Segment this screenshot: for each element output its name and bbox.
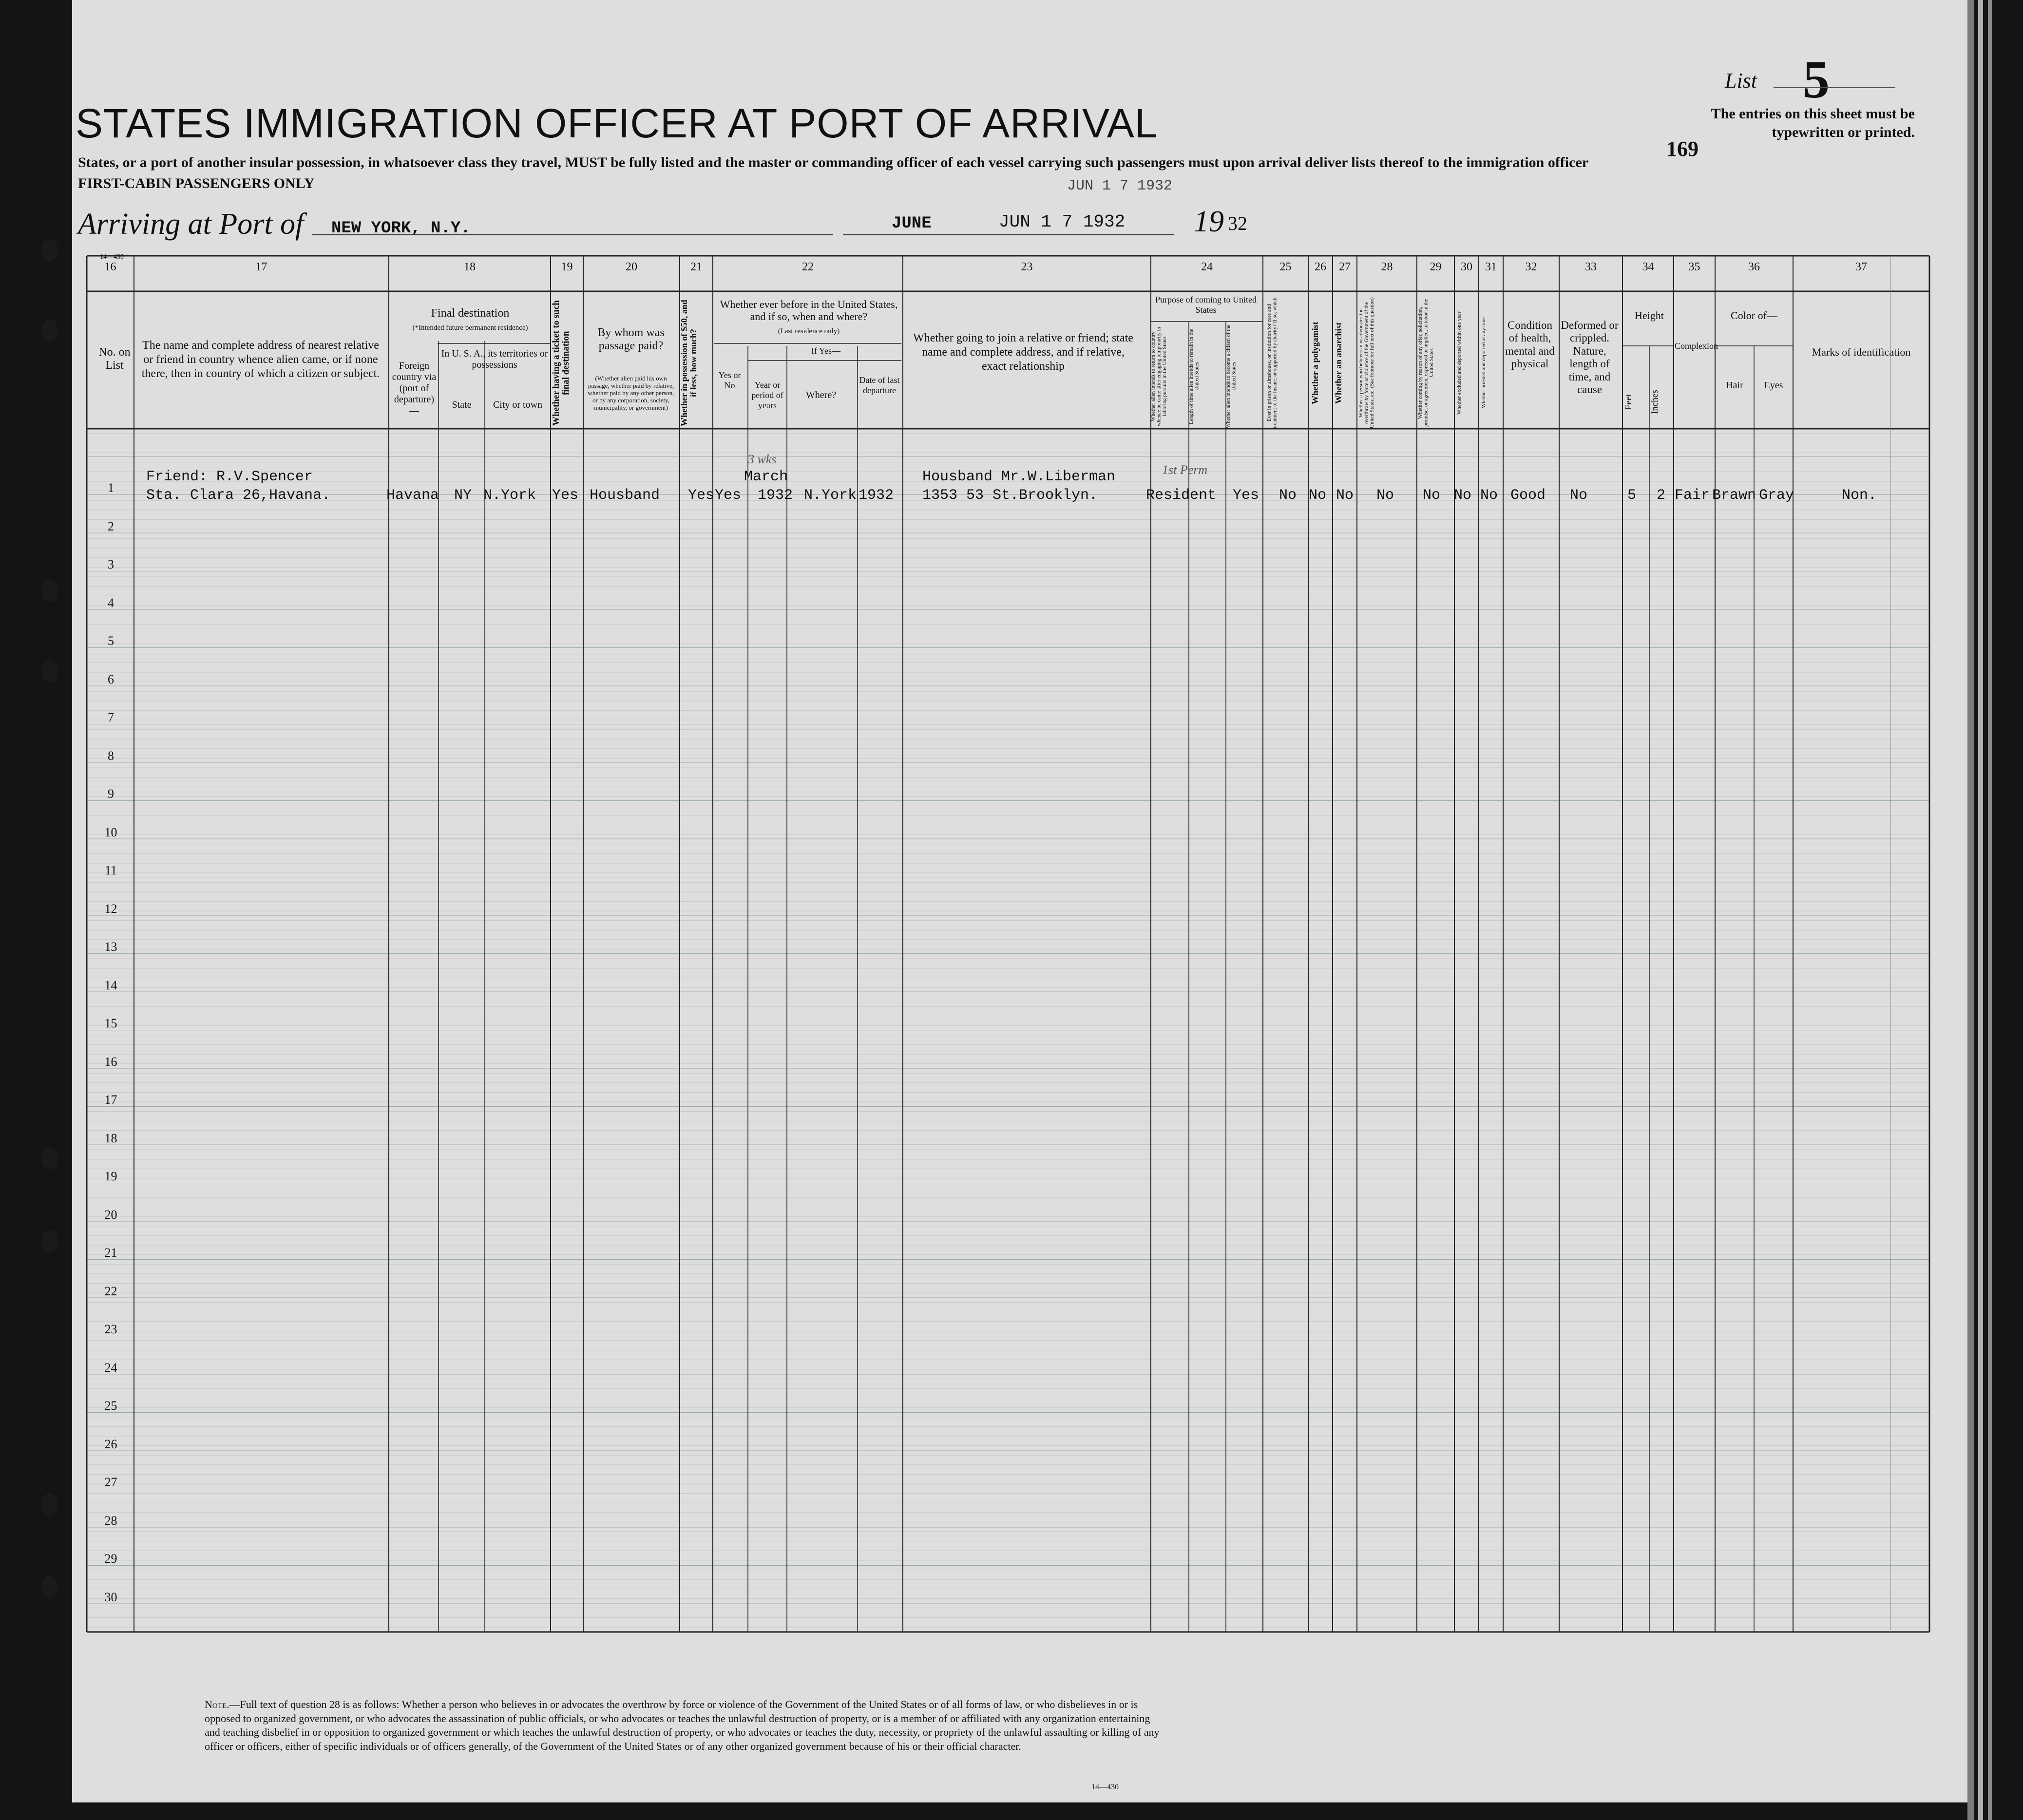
column-number: 35 — [1688, 261, 1700, 273]
form-code: 14—430 — [1091, 1783, 1119, 1791]
row-number: 12 — [104, 901, 117, 916]
row-number: 6 — [108, 672, 114, 686]
height-feet: 5 — [1627, 487, 1637, 504]
col22-yesno: Yes or No — [718, 370, 741, 390]
row-number: 15 — [104, 1016, 117, 1030]
col22-ifyes: If Yes— — [811, 346, 840, 356]
col33-heading: Deformed or crippled. Nature, length of time, and cause — [1561, 319, 1619, 396]
column-number: 26 — [1315, 261, 1326, 273]
col18-state: State — [452, 399, 472, 410]
col34-feet: Feet — [1623, 394, 1634, 410]
row-number: 2 — [108, 519, 114, 533]
before-in-us: Yes — [715, 487, 742, 504]
row-number: 24 — [104, 1360, 117, 1375]
class-line: FIRST-CABIN PASSENGERS ONLY — [78, 175, 315, 191]
col26-heading: Whether a polygamist — [1310, 322, 1320, 404]
list-label: List — [1725, 69, 1757, 93]
eye-color: Gray — [1759, 487, 1794, 504]
year-prefix: 19 — [1194, 205, 1224, 238]
row-number: 29 — [104, 1552, 117, 1566]
overthrow-question: No — [1376, 487, 1394, 504]
col32-heading: Condition of health, mental and physical — [1505, 319, 1555, 370]
column-number: 27 — [1339, 261, 1351, 273]
footnote-label: Note. — [205, 1698, 229, 1710]
col25-heading: Ever in prison or almshouse, or institution for care and treatment of the insane, or supported by charity? If so, which — [1266, 297, 1278, 429]
relative-name: Friend: R.V.Spencer — [146, 469, 313, 485]
row-number: 10 — [104, 825, 117, 839]
column-number: 23 — [1021, 261, 1033, 273]
page-title: STATES IMMIGRATION OFFICER AT PORT OF ARRIVAL — [76, 100, 1158, 146]
hair-color: Brawn — [1712, 487, 1756, 504]
row-number: 22 — [104, 1284, 117, 1298]
row-number: 4 — [108, 595, 114, 610]
subtitle: States, or a port of another insular possession, in whatsoever class they travel, MUST be fully listed and the master or commanding officer of each vessel carrying such passengers must upon arrival deliver lists thereof to the immigration officer — [78, 154, 1589, 171]
handwritten-purpose: 1st Perm — [1162, 463, 1208, 477]
prison-almshouse: No — [1279, 487, 1297, 504]
column-number: 22 — [802, 261, 814, 273]
arrival-date-stamp: JUN 1 7 1932 — [999, 212, 1126, 232]
relative-address: Sta. Clara 26,Havana. — [146, 487, 331, 504]
row-number: 25 — [104, 1399, 117, 1413]
col36-hair: Hair — [1726, 380, 1743, 391]
column-number: 16 — [104, 261, 116, 273]
footnote — [205, 1698, 1160, 1753]
row-number: 7 — [108, 710, 114, 724]
column-number: 37 — [1855, 261, 1867, 273]
row-number: 18 — [104, 1131, 117, 1145]
col35-heading: Complexion — [1675, 341, 1718, 351]
col16-heading: No. on List — [98, 346, 131, 372]
col22-title: Whether ever before in the United States, and if so, when and where? — [720, 298, 898, 323]
col18-city: City or town — [493, 399, 543, 410]
destination-city: N.York — [483, 487, 536, 504]
before-where: N.York — [804, 487, 857, 504]
row-number: 21 — [104, 1246, 117, 1260]
before-month: March — [744, 469, 788, 485]
col20-heading: By whom was passage paid? — [597, 326, 665, 352]
destination-state: NY — [454, 487, 472, 504]
col22-sub: (Last residence only) — [778, 327, 840, 335]
received-stamp: JUN 1 7 1932 — [1067, 178, 1173, 194]
row-number: 5 — [108, 634, 114, 648]
col20-sub: (Whether alien paid his own passage, whether paid by relative, whether paid by any other person, or by any corporation, society, municipality, or government) — [588, 375, 674, 411]
column-number: 28 — [1381, 261, 1393, 273]
entries-note: The entries on this sheet must be typewritten or printed. — [1711, 106, 1915, 140]
deformed: No — [1570, 487, 1588, 504]
col29-heading: Whether coming by reason of any offer, solicitation, promise, or agreement, expressed or implied, to labor in the United States — [1417, 299, 1435, 427]
row-number: 13 — [104, 940, 117, 954]
row-number: 3 — [108, 557, 114, 571]
column-number: 32 — [1525, 261, 1537, 273]
joining-address: 1353 53 St.Brooklyn. — [922, 487, 1098, 504]
col24-return: Whether alien intends to return to country whence he came after engaging temporarily in laboring pursuits in the United States — [1150, 326, 1168, 426]
col24-title: Purpose of coming to United States — [1155, 295, 1257, 315]
foreign-port: Havana — [386, 487, 439, 504]
page-number: 169 — [1666, 137, 1699, 161]
intends-citizenship: Yes — [1233, 487, 1260, 504]
row-number: 28 — [104, 1513, 117, 1528]
last-departure: 1932 — [859, 487, 894, 504]
col22-where: Where? — [805, 390, 837, 400]
column-number: 18 — [464, 261, 476, 273]
col17-heading: The name and complete address of nearest relative or friend in country whence alien came, or if none there, then in country of which a citizen or subject. — [141, 339, 380, 380]
height-inches: 2 — [1657, 487, 1666, 504]
col23-heading: Whether going to join a relative or friend; state name and complete address, and if relative, exact relationship — [913, 332, 1133, 373]
col31-heading: Whether arrested and deported at any time — [1481, 317, 1487, 409]
col24-citizen: Whether alien intends to become a citizen of the United States — [1225, 324, 1237, 428]
col37-heading: Marks of identification — [1812, 346, 1911, 358]
col36-eyes: Eyes — [1764, 380, 1783, 391]
column-number: 34 — [1642, 261, 1654, 273]
row-number: 14 — [104, 978, 117, 992]
footnote-text: —Full text of question 28 is as follows: Whether a person who believes in or advocates the overthrow by force or violence of the Government of the United States or of all forms of law, or who disbelieves in or is opposed to organized government, or who advocates the assassination of public officials, or who advocates or teaches the unlawful destruction of property, or is a member of or affiliated with any organization entertaining and teaching disbelief in or opposition to organized government or which teaches the unlawful destruction of property, or who advocates or teaches the duty, necessity, or propriety of the unlawful assaulting or killing of any officer or officers, either of specific individuals or of officers generally, of the Government of the United States or of any other organized government because of his or their official character. — [205, 1698, 1160, 1752]
row-number: 30 — [104, 1590, 117, 1604]
arriving-label: Arriving at Port of — [78, 208, 304, 241]
health-condition: Good — [1510, 487, 1546, 504]
column-number: 36 — [1748, 261, 1760, 273]
labor-offer: No — [1423, 487, 1441, 504]
col28-heading: Whether a person who believes in or advocates the overthrow by force or violence of the Government of the United States, etc. (See footnote for full text of this question) — [1358, 297, 1375, 429]
column-number: 21 — [690, 261, 702, 273]
column-number: 31 — [1485, 261, 1497, 273]
column-number: 19 — [561, 261, 573, 273]
excluded-deported: No — [1454, 487, 1472, 504]
joining-person: Housband Mr.W.Liberman — [922, 469, 1116, 485]
col30-heading: Whether excluded and deported within one year — [1456, 311, 1462, 415]
col18-us: In U. S. A., its territories or possessions — [441, 348, 548, 370]
handwritten-period: 3 wks — [748, 452, 777, 466]
anarchist: No — [1336, 487, 1354, 504]
column-number: 20 — [626, 261, 637, 273]
row-number: 20 — [104, 1207, 117, 1222]
row-number: 9 — [108, 787, 114, 801]
row-number: 17 — [104, 1093, 117, 1107]
passage-paid-by: Housband — [590, 487, 660, 504]
has-50-dollars: Yes — [688, 487, 715, 504]
col18-sub: (*Intended future permanent residence) — [412, 324, 528, 332]
arrested-deported: No — [1480, 487, 1498, 504]
row-number: 8 — [108, 748, 114, 763]
form-code-top: 14—430 — [100, 253, 124, 261]
has-ticket: Yes — [552, 487, 579, 504]
row-number: 23 — [104, 1322, 117, 1336]
row-number: 26 — [104, 1437, 117, 1451]
intended-stay: Resident — [1146, 487, 1217, 504]
column-number: 30 — [1461, 261, 1472, 273]
col18-foreign: Foreign country via (port of departure)— — [392, 360, 437, 416]
row-number: 11 — [104, 863, 117, 877]
polygamist: No — [1309, 487, 1327, 504]
year-suffix: 32 — [1228, 212, 1247, 234]
column-number: 17 — [255, 261, 267, 273]
col18-title: Final destination — [431, 307, 510, 320]
list-number: 5 — [1803, 50, 1830, 109]
column-number: 24 — [1201, 261, 1213, 273]
identification-marks: Non. — [1842, 487, 1877, 504]
column-number: 29 — [1430, 261, 1442, 273]
col34-title: Height — [1635, 309, 1664, 322]
row-number: 27 — [104, 1475, 117, 1489]
before-year: 1932 — [758, 487, 793, 504]
row-number: 16 — [104, 1054, 117, 1069]
arrival-month: JUNE — [892, 214, 932, 233]
row-number: 19 — [104, 1169, 117, 1183]
col19-heading: Whether having a ticket to such final destination — [551, 300, 571, 426]
col27-heading: Whether an anarchist — [1334, 322, 1343, 404]
col22-year: Year or period of years — [751, 380, 783, 410]
column-number: 33 — [1585, 261, 1597, 273]
col34-inches: Inches — [1650, 390, 1660, 414]
col21-heading: Whether in possession of $50, and if less, how much? — [679, 300, 698, 426]
port-of-arrival: NEW YORK, N.Y. — [331, 219, 471, 238]
column-number: 25 — [1279, 261, 1292, 273]
complexion: Fair — [1675, 487, 1710, 504]
col24-length: Length of time alien intends to remain in the United States — [1188, 328, 1200, 424]
col36-title: Color of— — [1731, 309, 1777, 322]
col22-date: Date of last departure — [859, 375, 900, 395]
row-number: 1 — [108, 481, 114, 495]
